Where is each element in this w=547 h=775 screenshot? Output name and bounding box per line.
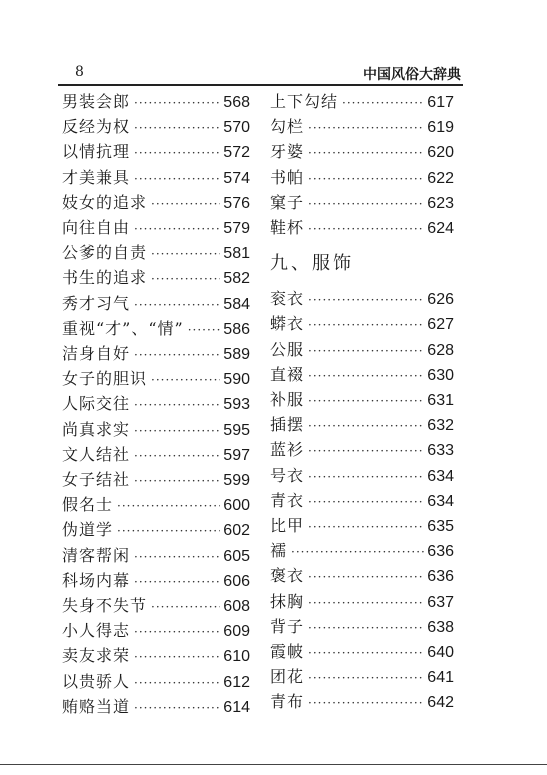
entry-page-number: 631 <box>427 392 454 409</box>
entry-page-number: 602 <box>223 522 250 540</box>
entry-title: 人际交往 <box>62 394 131 414</box>
entry-title: 假名士 <box>62 495 114 515</box>
entry-title: 直裰 <box>270 364 305 384</box>
entry-page-number: 614 <box>223 698 250 716</box>
dot-leader <box>304 616 424 640</box>
entry-page-number: 634 <box>427 492 454 510</box>
dot-leader <box>304 141 424 165</box>
entry-title: 勾栏 <box>270 117 305 137</box>
entry-title: 襦 <box>270 541 288 561</box>
entry-title: 褒衣 <box>270 566 305 586</box>
entry-title: 书帕 <box>270 167 305 187</box>
entry-title: 书生的追求 <box>62 268 148 288</box>
entry-title: 比甲 <box>270 516 305 535</box>
dot-leader <box>113 519 220 543</box>
entry-page-number: 640 <box>427 644 454 661</box>
entry-page-number: 599 <box>223 472 250 489</box>
section-heading: 九、服饰 <box>270 253 354 275</box>
dot-leader <box>304 288 424 312</box>
entry-page-number: 609 <box>223 623 250 641</box>
entry-title: 蓝衫 <box>270 440 305 460</box>
dot-leader <box>304 167 424 191</box>
entry-page-number: 630 <box>427 366 454 384</box>
dot-leader <box>113 494 220 518</box>
dot-leader <box>130 419 220 443</box>
entry-title: 以贵骄人 <box>62 671 131 691</box>
entry-title: 文人结社 <box>62 444 131 464</box>
entry-page-number: 579 <box>223 220 250 237</box>
dot-leader <box>304 515 424 539</box>
toc-entry[interactable] <box>270 438 454 462</box>
bottom-rule <box>0 764 547 765</box>
toc-entry[interactable] <box>62 140 250 164</box>
entry-title: 公服 <box>270 339 305 359</box>
dot-leader <box>184 318 220 342</box>
toc-entry[interactable] <box>62 266 250 290</box>
dot-leader <box>304 691 424 715</box>
entry-page-number: 628 <box>427 341 454 359</box>
entry-page-number: 626 <box>427 291 454 309</box>
entry-title: 男装会郎 <box>62 92 131 111</box>
toc-entry[interactable] <box>270 665 454 689</box>
entry-title: 蟒衣 <box>270 314 305 334</box>
entry-title: 团花 <box>270 667 305 687</box>
toc-entry[interactable] <box>62 670 250 694</box>
entry-title: 上下勾结 <box>270 92 339 111</box>
toc-entry[interactable] <box>270 90 454 114</box>
dot-leader <box>304 116 424 140</box>
entry-page-number: 589 <box>223 346 250 363</box>
entry-page-number: 582 <box>223 270 250 288</box>
entry-page-number: 610 <box>223 648 250 666</box>
entry-page-number: 635 <box>427 518 454 535</box>
entry-title: 霞帔 <box>270 642 305 661</box>
toc-entry[interactable] <box>270 514 454 538</box>
dot-leader <box>130 293 220 317</box>
toc-entry[interactable] <box>270 640 454 664</box>
dot-leader <box>287 540 424 564</box>
entry-page-number: 572 <box>223 144 250 162</box>
toc-entry[interactable] <box>270 564 454 588</box>
toc-entry[interactable] <box>270 115 454 139</box>
entry-title: 小人得志 <box>62 621 131 641</box>
entry-page-number: 624 <box>427 220 454 237</box>
toc-entry[interactable] <box>62 292 250 316</box>
entry-title: 补服 <box>270 390 305 409</box>
dot-leader <box>147 192 220 216</box>
toc-entry[interactable] <box>270 140 454 164</box>
entry-page-number: 637 <box>427 593 454 611</box>
entry-page-number: 623 <box>427 194 454 212</box>
entry-title: 插摆 <box>270 415 305 435</box>
toc-entry[interactable] <box>62 342 250 366</box>
entry-page-number: 570 <box>223 119 250 137</box>
entry-title: 牙婆 <box>270 142 305 162</box>
dot-leader <box>304 364 424 388</box>
entry-title: 伪道学 <box>62 520 114 540</box>
dot-leader <box>304 591 424 615</box>
entry-page-number: 581 <box>223 245 250 263</box>
entry-page-number: 620 <box>427 144 454 162</box>
entry-page-number: 576 <box>223 194 250 212</box>
toc-entry[interactable] <box>62 468 250 492</box>
entry-title: 反经为权 <box>62 117 131 137</box>
entry-page-number: 636 <box>427 543 454 561</box>
entry-title: 尚真求实 <box>62 419 131 439</box>
book-title: 中国风俗大辞典 <box>363 67 461 83</box>
dot-leader <box>130 116 220 140</box>
dot-leader <box>304 389 424 413</box>
entry-title: 秀才习气 <box>62 293 131 313</box>
toc-entry[interactable] <box>270 166 454 190</box>
entry-page-number: 586 <box>223 320 250 338</box>
dot-leader <box>304 339 424 363</box>
entry-title: 贿赂当道 <box>62 696 131 716</box>
dot-leader <box>130 545 220 569</box>
toc-entry[interactable] <box>62 569 250 593</box>
entry-title: 妓女的追求 <box>62 192 148 212</box>
toc-entry[interactable] <box>62 317 250 341</box>
toc-entry[interactable] <box>62 216 250 240</box>
entry-title: 清客帮闲 <box>62 545 131 565</box>
toc-entry[interactable] <box>62 392 250 416</box>
page-header <box>0 58 547 84</box>
entry-page-number: 641 <box>427 669 454 687</box>
toc-entry[interactable] <box>62 443 250 467</box>
dot-leader <box>130 671 220 695</box>
entry-page-number: 584 <box>223 295 250 313</box>
entry-title: 衮衣 <box>270 289 305 309</box>
entry-title: 青衣 <box>270 490 305 510</box>
dot-leader <box>130 469 220 493</box>
dot-leader <box>130 217 220 241</box>
entry-page-number: 568 <box>223 94 250 111</box>
dot-leader <box>304 313 424 337</box>
dot-leader <box>147 267 220 291</box>
dot-leader <box>304 192 424 216</box>
entry-title: 公爹的自责 <box>62 243 148 263</box>
toc-entry[interactable] <box>62 644 250 668</box>
entry-page-number: 612 <box>223 673 250 691</box>
toc-entry[interactable] <box>62 594 250 618</box>
dot-leader <box>130 696 220 720</box>
entry-title: 女子结社 <box>62 470 131 489</box>
entry-page-number: 627 <box>427 316 454 334</box>
dot-leader <box>304 565 424 589</box>
entry-title: 窠子 <box>270 192 305 212</box>
toc-entry[interactable] <box>270 615 454 639</box>
entry-title: 背子 <box>270 616 305 636</box>
toc-entry[interactable] <box>62 115 250 139</box>
entry-page-number: 634 <box>427 467 454 485</box>
dot-leader <box>304 490 424 514</box>
toc-entry[interactable] <box>62 695 250 719</box>
dot-leader <box>130 444 220 468</box>
toc-entry[interactable] <box>270 590 454 614</box>
entry-title: 才美兼具 <box>62 167 131 187</box>
toc-entry[interactable] <box>62 166 250 190</box>
entry-page-number: 574 <box>223 169 250 187</box>
toc-entry[interactable] <box>62 191 250 215</box>
toc-entry[interactable] <box>62 367 250 391</box>
entry-title: 女子的胆识 <box>62 369 148 389</box>
entry-page-number: 642 <box>427 694 454 712</box>
dot-leader <box>130 141 220 165</box>
page-number: 8 <box>75 64 84 80</box>
toc-entry[interactable] <box>62 619 250 643</box>
entry-title: 重视“才”、“情” <box>62 318 184 338</box>
dot-leader <box>130 570 220 594</box>
toc-entry[interactable] <box>270 191 454 215</box>
toc-entry[interactable] <box>270 287 454 311</box>
entry-page-number: 633 <box>427 442 454 460</box>
dot-leader <box>130 167 220 191</box>
entry-page-number: 619 <box>427 119 454 137</box>
entry-title: 抹胸 <box>270 591 305 611</box>
toc-entry[interactable] <box>270 539 454 563</box>
header-rule <box>58 84 463 86</box>
entry-title: 卖友求荣 <box>62 646 131 666</box>
dot-leader <box>304 439 424 463</box>
toc-entry[interactable] <box>62 418 250 442</box>
toc-entry[interactable] <box>270 690 454 714</box>
entry-page-number: 595 <box>223 421 250 439</box>
toc-entry[interactable] <box>62 493 250 517</box>
entry-page-number: 638 <box>427 618 454 636</box>
entry-title: 向往自由 <box>62 218 131 237</box>
entry-title: 科场内幕 <box>62 570 131 590</box>
toc-entry[interactable] <box>270 413 454 437</box>
entry-page-number: 593 <box>223 396 250 414</box>
entry-title: 鞋杯 <box>270 218 305 237</box>
dot-leader <box>304 414 424 438</box>
dot-leader <box>338 91 424 115</box>
entry-page-number: 590 <box>223 371 250 389</box>
entry-page-number: 606 <box>223 572 250 590</box>
dot-leader <box>304 666 424 690</box>
toc-entry[interactable] <box>62 518 250 542</box>
dot-leader <box>304 465 424 489</box>
toc-entry[interactable] <box>270 388 454 412</box>
entry-page-number: 622 <box>427 169 454 187</box>
entry-page-number: 597 <box>223 446 250 464</box>
toc-entry[interactable] <box>62 544 250 568</box>
dot-leader <box>147 595 220 619</box>
entry-page-number: 636 <box>427 568 454 586</box>
dot-leader <box>130 393 220 417</box>
dot-leader <box>304 641 424 665</box>
entry-page-number: 632 <box>427 417 454 435</box>
toc-entry[interactable] <box>270 338 454 362</box>
entry-title: 以情抗理 <box>62 142 131 162</box>
toc-entry[interactable] <box>270 489 454 513</box>
toc-entry[interactable] <box>62 90 250 114</box>
dot-leader <box>130 645 220 669</box>
entry-page-number: 608 <box>223 598 250 615</box>
dot-leader <box>130 620 220 644</box>
toc-entry[interactable] <box>62 241 250 265</box>
toc-entry[interactable] <box>270 312 454 336</box>
entry-title: 失身不失节 <box>62 596 148 615</box>
toc-entry[interactable] <box>270 464 454 488</box>
dot-leader <box>130 91 220 115</box>
entry-page-number: 617 <box>427 94 454 111</box>
entry-title: 号衣 <box>270 465 305 485</box>
dot-leader <box>130 343 220 367</box>
dot-leader <box>304 217 424 241</box>
entry-page-number: 605 <box>223 547 250 565</box>
entry-title: 洁身自好 <box>62 344 131 363</box>
dot-leader <box>147 368 220 392</box>
entry-page-number: 600 <box>223 497 250 515</box>
toc-entry[interactable] <box>270 216 454 240</box>
toc-entry[interactable] <box>270 363 454 387</box>
entry-title: 青布 <box>270 692 305 712</box>
dot-leader <box>147 242 220 266</box>
